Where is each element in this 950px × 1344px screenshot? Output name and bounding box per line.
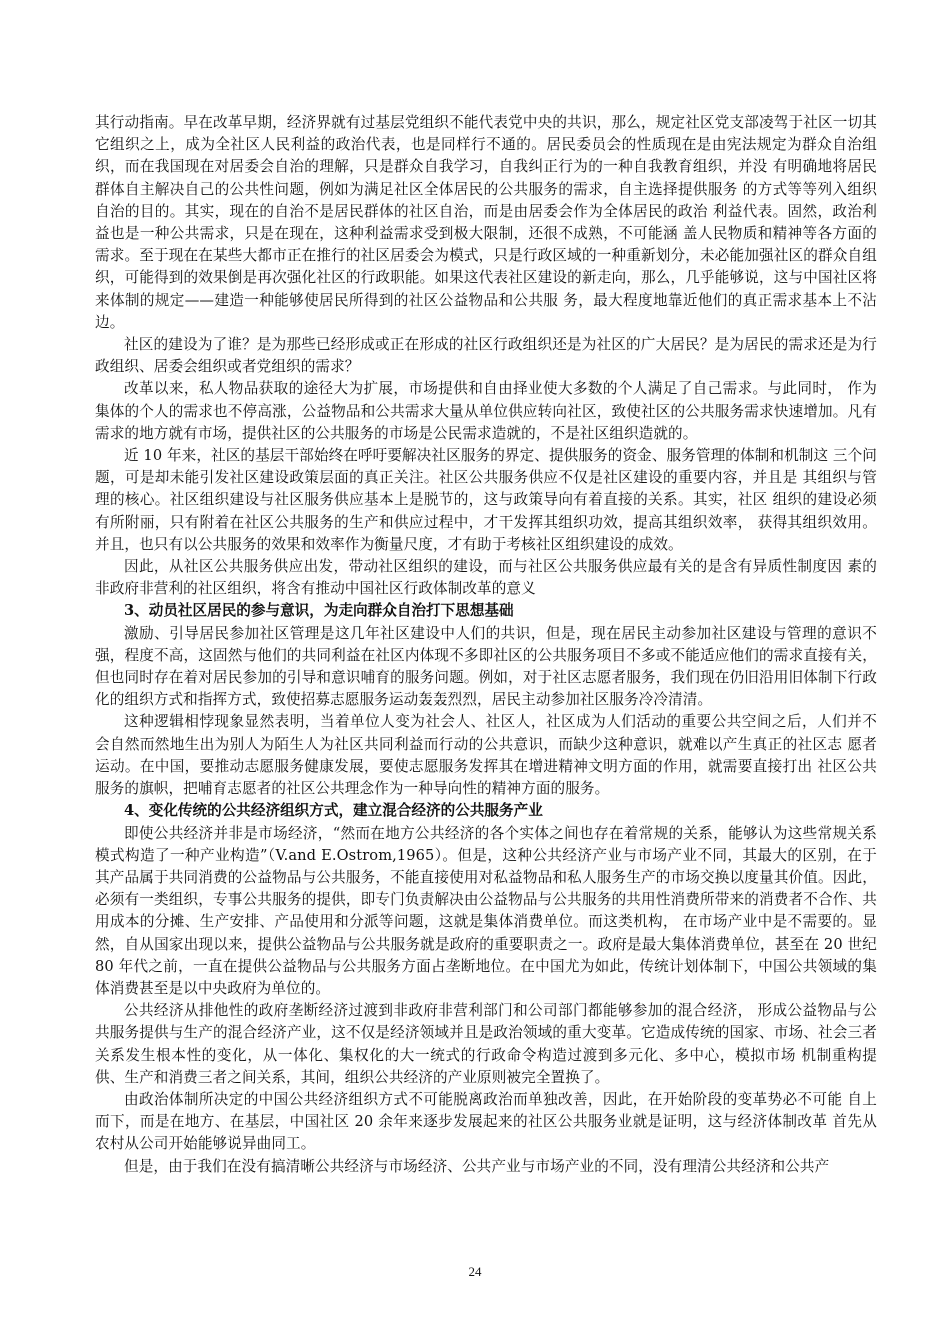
section-heading-3: 3、动员社区居民的参与意识，为走向群众自治打下思想基础 — [124, 602, 514, 620]
paragraph-2: 社区的建设为了谁？是为那些已经形成或正在形成的社区行政组织还是为社区的广大居民？是为居民的需求还是为行政组织、居委会组织或者党组织的需求？ — [95, 336, 877, 376]
paragraph-3: 改革以来，私人物品获取的途径大为扩展，市场提供和自由择业使大多数的个人满足了自己需求。与此同时， 作为集体的个人的需求也不停高涨，公益物品和公共需求大量从单位供应转向社区，致使社区的公共服务需求快速增加。凡有需求的地方就有市场，提供社区的公共服务的市场是公民需求造就的，不是社区组织造就的。 — [95, 380, 877, 442]
paragraph-6: 激励、引导居民参加社区管理是这几年社区建设中人们的共识，但是，现在居民主动参加社区建设与管理的意识不强，程度不高，这固然与他们的共同利益在社区内体现不多即社区的公共服务项目不多或不能适应他们的需求直接有关，但也同时存在着对居民参加的引导和意识哺育的服务问题。例如，对于社区志愿者服务，我们现在仍旧沿用旧体制下行政化的组织方式和指挥方式，致使招募志愿服务运动轰轰烈烈，居民主动参加社区服务冷冷清清。 — [95, 624, 877, 709]
paragraph-10: 由政治体制所决定的中国公共经济组织方式不可能脱离政治而单独改善，因此，在开始阶段的变革势必不可能 自上而下，而是在地方、在基层，中国社区 20 余年来逐步发展起来的社区公共服务业就是证明，这与经济体制改革 首先从农村从公司开始能够说异曲同工。 — [95, 1090, 877, 1153]
paragraph-4: 近 10 年来，社区的基层干部始终在呼吁要解决社区服务的界定、提供服务的资金、服务管理的体制和机制这 三个问题，可是却未能引发社区建设政策层面的真正关注。社区公共服务供应不仅是社区建设的重要内容，并且是 其组织与管理的核心。社区组织建设与社区服务供应基本上是脱节的，这与政策导向有着直接的关系。其实，社区 组织的建设必须有所附丽，只有附着在社区公共服务的生产和供应过程中，才干发挥其组织功效，提高其组织效率， 获得其组织效用。并且，也只有以公共服务的效果和效率作为衡量尺度，才有助于考核社区组织建设的成效。 — [95, 447, 877, 553]
paragraph-9: 公共经济从排他性的政府垄断经济过渡到非政府非营利部门和公司部门都能够参加的混合经济， 形成公益物品与公共服务提供与生产的混合经济产业，这不仅是经济领域并且是政治领域的重大变革。它造成传统的国家、市场、社会三者关系发生根本性的变化，从一体化、集权化的大一统式的行政命令构造过渡到多元化、多中心，模拟市场 机制重构提供、生产和消费三者之间关系，其间，组织公共经济的产业原则被完全置换了。 — [95, 1002, 877, 1086]
paragraph-11: 但是，由于我们在没有搞清晰公共经济与市场经济、公共产业与市场产业的不同，没有理清公共经济和公共产 — [124, 1157, 830, 1175]
paragraph-7: 这种逻辑相悖现象显然表明，当着单位人变为社会人、社区人，社区成为人们活动的重要公共空间之后，人们并不 会自然而然地生出为别人为陌生人为社区共同利益而行动的公共意识，而缺少这种意识，就难以产生真正的社区志 愿者运动。在中国，要推动志愿服务健康发展，要使志愿服务发挥其在增进精神文明方面的作用，就需要直接打出 社区公共服务的旗帜，把哺育志愿者的社区公共理念作为一种导向性的精神方面的服务。 — [95, 713, 877, 798]
document-body — [95, 112, 877, 1178]
paragraph-5: 因此，从社区公共服务供应出发，带动社区组织的建设，而与社区公共服务供应最有关的是含有异质性制度因 素的非政府非营利的社区组织，将含有推动中国社区行政体制改革的意义 — [95, 558, 877, 598]
paragraph-1: 其行动指南。早在改革早期，经济界就有过基层党组织不能代表党中央的共识，那么，规定社区党支部凌驾于社区一切其它组织之上，成为全社区人民利益的政治代表，也是同样行不通的。居民委员会的性质现在是由宪法规定为群众自治组织，而在我国现在对居委会自治的理解，只是群众自我学习，自我纠正行为的一种自我教育组织，并没 有明确地将居民群体自主解决自己的公共性问题，例如为满足社区全体居民的公共服务的需求，自主选择提供服务 的方式等等列入组织自治的目的。其实，现在的自治不是居民群体的社区自治，而是由居委会作为全体居民的政治 利益代表。固然，政治利益也是一种公共需求，只是在现在，这种利益需求受到极大限制，还很不成熟，不可能涵 盖人民物质和精神等各方面的需求。至于现在在某些大都市正在推行的社区居委会为模式，只是行政区域的一种重新划分，未必能加强社区的群众自组织，可能得到的效果倒是再次强化社区的行政职能。如果这代表社区建设的新走向，那么，几乎能够说，这与中国社区将来体制的规定——建造一种能够使居民所得到的社区公益物品和公共服 务，最大程度地靠近他们的真正需求基本上不沾边。 — [95, 114, 877, 331]
section-heading-4: 4、变化传统的公共经济组织方式，建立混合经济的公共服务产业 — [124, 802, 543, 820]
page-number: 24 — [468, 1264, 482, 1279]
paragraph-8: 即使公共经济并非是市场经济，“然而在地方公共经济的各个实体之间也存在着常规的关系，能够认为这些常规关系模式构造了一种产业构造”（V.and E.Ostrom,1965）。但是，这种公共经济产业与市场产业不同，其最大的区别，在于其产品属于共同消费的公益物品与公共服务，不能直接使用对私益物品和私人服务生产的市场交换以度量其价值。因此，必须有一类组织，专事公共服务的提供，即专门负责解决由公益物品与公共服务的共用性消费所带来的消费者不合作、共用成本的分摊、生产安排、产品使用和分派等问题，这就是集体消费单位。而这类机构， 在市场产业中是不需要的。显然，自从国家出现以来，提供公益物品与公共服务就是政府的重要职责之一。政府是最大集体消费单位，甚至在 20 世纪 80 年代之前，一直在提供公益物品与公共服务方面占垄断地位。在中国尤为如此，传统计划体制下，中国公共领域的集体消费甚至是以中央政府为单位的。 — [95, 824, 877, 997]
